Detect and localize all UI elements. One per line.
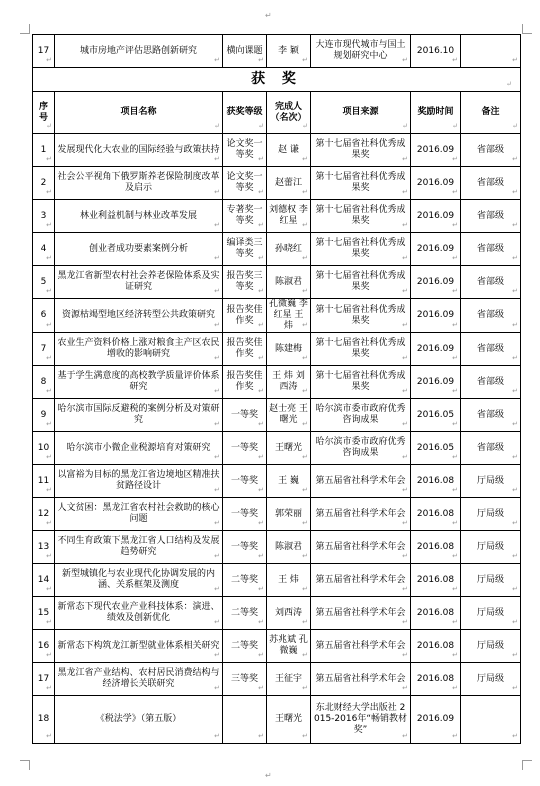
row-level: 论文奖一等奖 ↵ xyxy=(223,167,267,200)
row-person: 孔微巍 李红星 王 炜 ↵ xyxy=(267,299,311,333)
row-person: 王曙光 ↵ xyxy=(267,432,311,465)
row-source: 第五届省社科学术年会 ↵ xyxy=(311,597,411,630)
row-source: 第五届省社科学术年会 ↵ xyxy=(311,663,411,696)
row-note: 省部级 ↵ xyxy=(461,399,521,432)
row-level: 编译类三等奖 ↵ xyxy=(223,233,267,266)
row-note: 省部级 ↵ xyxy=(461,266,521,299)
row-note: 省部级 ↵ xyxy=(461,167,521,200)
header-time: 奖励时间 ↵ xyxy=(411,92,461,134)
table-row-previous xyxy=(33,35,521,68)
header-source: 项目来源 ↵ xyxy=(311,92,411,134)
row-time: 2016.09 ↵ xyxy=(411,134,461,167)
row-source: 第十七届省社科优秀成果奖 ↵ xyxy=(311,134,411,167)
row-person: 陈淑君 ↵ xyxy=(267,266,311,299)
row-no: 11 ↵ xyxy=(33,465,55,498)
row-project-name: 《税法学》（第五版） ↵ xyxy=(55,696,223,744)
row-no: 15 ↵ xyxy=(33,597,55,630)
row-time: 2016.09 ↵ xyxy=(411,366,461,399)
row-no: 4 ↵ xyxy=(33,233,55,266)
table-row xyxy=(33,696,521,744)
header-name: 项目名称 ↵ xyxy=(55,92,223,134)
section-title-row xyxy=(33,68,521,92)
row-project-name: 林业利益机制与林业改革发展 ↵ xyxy=(55,200,223,233)
row-source: 第十七届省社科优秀成果奖 ↵ xyxy=(311,333,411,366)
table-row xyxy=(33,531,521,564)
row-person: 王 炜 刘西涛 ↵ xyxy=(267,366,311,399)
header-row xyxy=(33,92,521,134)
row-note: 省部级 ↵ xyxy=(461,200,521,233)
row-time: 2016.09 ↵ xyxy=(411,200,461,233)
table-row xyxy=(33,233,521,266)
row-person: 陈建梅 ↵ xyxy=(267,333,311,366)
row-project-name: 新常态下构筑龙江新型就业体系相关研究 ↵ xyxy=(55,630,223,663)
row-project-name: 农业生产资料价格上涨对粮食主产区农民增收的影响研究 ↵ xyxy=(55,333,223,366)
row-no: 2 ↵ xyxy=(33,167,55,200)
row-note xyxy=(461,35,521,68)
row-person: 郭荣丽 ↵ xyxy=(267,498,311,531)
row-level: 一等奖 ↵ xyxy=(223,432,267,465)
row-note: 省部级 ↵ xyxy=(461,233,521,266)
row-level xyxy=(223,696,267,744)
row-project-name: 黑龙江省产业结构、农村居民消费结构与经济增长关联研究 ↵ xyxy=(55,663,223,696)
row-person: 王征宇 ↵ xyxy=(267,663,311,696)
row-person: 刘德权 李红星 ↵ xyxy=(267,200,311,233)
row-note: 省部级 ↵ xyxy=(461,432,521,465)
table-row xyxy=(33,200,521,233)
crop-mark-top-left xyxy=(20,24,30,34)
row-source: 哈尔滨市委市政府优秀咨询成果 ↵ xyxy=(311,432,411,465)
table-row xyxy=(33,432,521,465)
row-note: 厅局级 ↵ xyxy=(461,564,521,597)
row-time: 2016.08 ↵ xyxy=(411,597,461,630)
table-row xyxy=(33,167,521,200)
row-no: 3 ↵ xyxy=(33,200,55,233)
row-person: 陈淑君 ↵ xyxy=(267,531,311,564)
table-row xyxy=(33,399,521,432)
row-person: 赵士亮 王曙光 ↵ xyxy=(267,399,311,432)
table-row xyxy=(33,134,521,167)
table-row xyxy=(33,465,521,498)
table-row xyxy=(33,498,521,531)
row-source: 第十七届省社科优秀成果奖 ↵ xyxy=(311,233,411,266)
row-no: 6 ↵ xyxy=(33,299,55,333)
row-level: 横向课题 ↵ xyxy=(223,35,267,68)
table-row xyxy=(33,366,521,399)
crop-mark-top-right xyxy=(522,24,532,34)
crop-mark-bottom-left xyxy=(20,760,30,770)
row-no: 7 ↵ xyxy=(33,333,55,366)
row-project-name: 资源枯竭型地区经济转型公共政策研究 ↵ xyxy=(55,299,223,333)
row-no: 5 ↵ xyxy=(33,266,55,299)
row-project-name: 发展现代化大农业的国际经验与政策扶持 ↵ xyxy=(55,134,223,167)
row-note: 省部级 ↵ xyxy=(461,333,521,366)
row-source: 大连市现代城市与国土规划研究中心 ↵ xyxy=(311,35,411,68)
row-time: 2016.09 ↵ xyxy=(411,167,461,200)
header-level: 获奖等级 ↵ xyxy=(223,92,267,134)
row-note: 厅局级 ↵ xyxy=(461,630,521,663)
row-time: 2016.08 ↵ xyxy=(411,498,461,531)
row-person: 王曙光 ↵ xyxy=(267,696,311,744)
table-row xyxy=(33,266,521,299)
row-level: 一等奖 ↵ xyxy=(223,399,267,432)
row-project-name: 哈尔滨市国际反避税的案例分析及对策研究 ↵ xyxy=(55,399,223,432)
row-no: 12 ↵ xyxy=(33,498,55,531)
row-no: 14 ↵ xyxy=(33,564,55,597)
row-level: 一等奖 ↵ xyxy=(223,531,267,564)
row-level: 一等奖 ↵ xyxy=(223,498,267,531)
row-person: 赵 谦 ↵ xyxy=(267,134,311,167)
row-note: 省部级 ↵ xyxy=(461,134,521,167)
row-project-name: 以富裕为目标的黑龙江省边境地区精准扶贫路径设计 ↵ xyxy=(55,465,223,498)
row-source: 第五届省社科学术年会 ↵ xyxy=(311,630,411,663)
row-level: 三等奖 ↵ xyxy=(223,663,267,696)
row-source: 东北财经大学出版社 2015-2016年“畅销教材奖” ↵ xyxy=(311,696,411,744)
awards-table xyxy=(32,34,521,744)
row-time: 2016.10 ↵ xyxy=(411,35,461,68)
row-no: 16 ↵ xyxy=(33,630,55,663)
row-source: 第五届省社科学术年会 ↵ xyxy=(311,564,411,597)
row-note: 厅局级 ↵ xyxy=(461,465,521,498)
row-project-name: 新常态下现代农业产业科技体系：演进、绩效及创新优化 ↵ xyxy=(55,597,223,630)
crop-mark-bottom-right xyxy=(522,760,532,770)
row-project-name: 城市房地产评估思路创新研究 ↵ xyxy=(55,35,223,68)
row-source: 第五届省社科学术年会 ↵ xyxy=(311,531,411,564)
row-project-name: 社会公平视角下俄罗斯养老保险制度改革及启示 ↵ xyxy=(55,167,223,200)
row-project-name: 人文贫困：黑龙江省农村社会救助的核心问题 ↵ xyxy=(55,498,223,531)
row-level: 论文奖一等奖 ↵ xyxy=(223,134,267,167)
row-time: 2016.05 ↵ xyxy=(411,432,461,465)
row-person: 王 炜 ↵ xyxy=(267,564,311,597)
row-note: 厅局级 ↵ xyxy=(461,597,521,630)
row-level: 一等奖 ↵ xyxy=(223,465,267,498)
row-time: 2016.08 ↵ xyxy=(411,630,461,663)
table-row xyxy=(33,333,521,366)
row-time: 2016.08 ↵ xyxy=(411,531,461,564)
row-time: 2016.09 ↵ xyxy=(411,299,461,333)
row-time: 2016.08 ↵ xyxy=(411,663,461,696)
row-project-name: 新型城镇化与农业现代化协调发展的内涵、关系框架及测度 ↵ xyxy=(55,564,223,597)
row-project-name: 基于学生满意度的高校教学质量评价体系研究 ↵ xyxy=(55,366,223,399)
row-level: 报告奖佳作奖 ↵ xyxy=(223,366,267,399)
row-level: 二等奖 ↵ xyxy=(223,564,267,597)
row-time: 2016.08 ↵ xyxy=(411,465,461,498)
row-note: 厅局级 ↵ xyxy=(461,498,521,531)
row-person: 苏兆斌 孔微巍 ↵ xyxy=(267,630,311,663)
row-level: 报告奖三等奖 ↵ xyxy=(223,266,267,299)
row-time: 2016.08 ↵ xyxy=(411,564,461,597)
row-no: 18 ↵ xyxy=(33,696,55,744)
row-note: 厅局级 ↵ xyxy=(461,663,521,696)
row-no: 10 ↵ xyxy=(33,432,55,465)
table-row xyxy=(33,630,521,663)
row-person: 赵蕾江 ↵ xyxy=(267,167,311,200)
row-no: 13 ↵ xyxy=(33,531,55,564)
table-row xyxy=(33,597,521,630)
header-note: 备注 ↵ xyxy=(461,92,521,134)
row-source: 第十七届省社科优秀成果奖 ↵ xyxy=(311,366,411,399)
row-project-name: 不同生育政策下黑龙江省人口结构及发展趋势研究 ↵ xyxy=(55,531,223,564)
row-person: 李 颖 ↵ xyxy=(267,35,311,68)
row-source: 哈尔滨市委市政府优秀咨询成果 ↵ xyxy=(311,399,411,432)
row-person: 王 巍 ↵ xyxy=(267,465,311,498)
row-note: 省部级 ↵ xyxy=(461,299,521,333)
row-no: 17 ↵ xyxy=(33,35,55,68)
row-no: 9 ↵ xyxy=(33,399,55,432)
row-level: 二等奖 ↵ xyxy=(223,597,267,630)
row-level: 报告奖佳作奖 ↵ xyxy=(223,333,267,366)
row-time: 2016.09 ↵ xyxy=(411,233,461,266)
row-source: 第十七届省社科优秀成果奖 ↵ xyxy=(311,200,411,233)
section-title: 获 奖 ↵ xyxy=(33,68,521,92)
row-level: 专著奖一等奖 ↵ xyxy=(223,200,267,233)
row-source: 第十七届省社科优秀成果奖 ↵ xyxy=(311,167,411,200)
table-row xyxy=(33,564,521,597)
row-note: 厅局级 ↵ xyxy=(461,531,521,564)
table-row xyxy=(33,299,521,333)
row-no: 17 ↵ xyxy=(33,663,55,696)
row-level: 二等奖 ↵ xyxy=(223,630,267,663)
row-source: 第十七届省社科优秀成果奖 ↵ xyxy=(311,266,411,299)
row-time: 2016.09 ↵ xyxy=(411,333,461,366)
row-time: 2016.09 ↵ xyxy=(411,696,461,744)
row-project-name: 黑龙江省新型农村社会养老保险体系及实证研究 ↵ xyxy=(55,266,223,299)
row-person: 孙晓红 ↵ xyxy=(267,233,311,266)
row-no: 1 ↵ xyxy=(33,134,55,167)
row-person: 刘西涛 ↵ xyxy=(267,597,311,630)
paragraph-mark-bottom: ↵ xyxy=(265,771,272,780)
row-time: 2016.05 ↵ xyxy=(411,399,461,432)
row-project-name: 哈尔滨市小微企业税源培育对策研究 ↵ xyxy=(55,432,223,465)
row-source: 第五届省社科学术年会 ↵ xyxy=(311,465,411,498)
row-level: 报告奖佳作奖 ↵ xyxy=(223,299,267,333)
row-time: 2016.09 ↵ xyxy=(411,266,461,299)
paragraph-mark-top: ↵ xyxy=(265,11,272,20)
row-source: 第五届省社科学术年会 ↵ xyxy=(311,498,411,531)
row-no: 8 ↵ xyxy=(33,366,55,399)
header-no: 序号 ↵ xyxy=(33,92,55,134)
row-note xyxy=(461,696,521,744)
row-project-name: 创业者成功要素案例分析 ↵ xyxy=(55,233,223,266)
row-note: 省部级 ↵ xyxy=(461,366,521,399)
header-person: 完成人（名次） ↵ xyxy=(267,92,311,134)
table-row xyxy=(33,663,521,696)
row-source: 第十七届省社科优秀成果奖 ↵ xyxy=(311,299,411,333)
